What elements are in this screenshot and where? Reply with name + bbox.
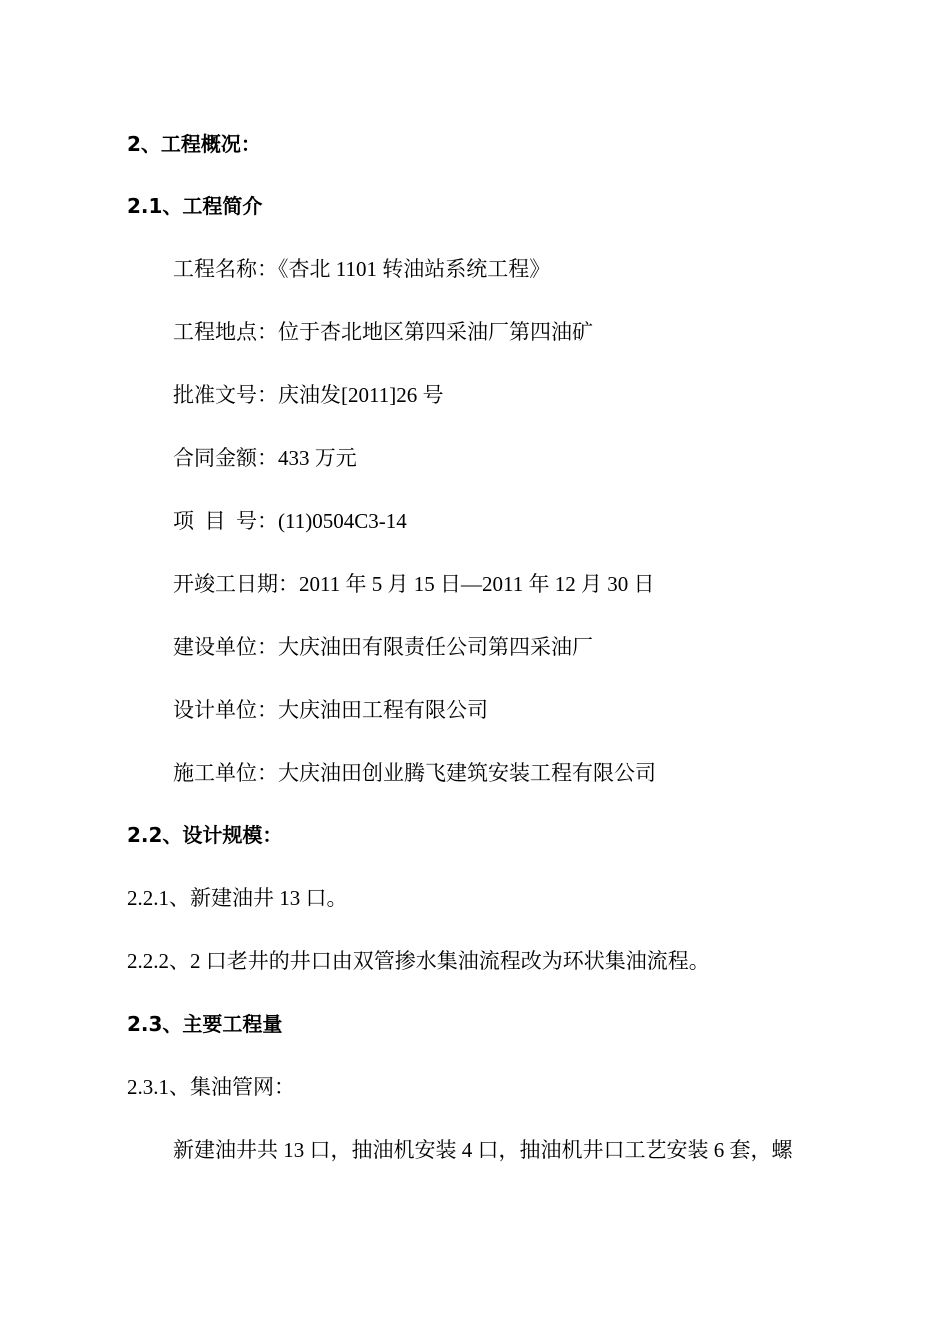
design-scale-item-2: 2.2.2、2 口老井的井口由双管掺水集油流程改为环状集油流程。: [127, 949, 710, 973]
construction-unit-line: 施工单位：大庆油田创业腾飞建筑安装工程有限公司: [173, 761, 656, 785]
quantities-paragraph: 新建油井共 13 口，抽油机安装 4 口，抽油机井口工艺安装 6 套，螺: [173, 1138, 793, 1162]
project-number-line: 项 目 号：(11)0504C3-14: [173, 509, 407, 533]
project-location-line: 工程地点：位于杏北地区第四采油厂第四油矿: [173, 320, 593, 344]
design-unit-line: 设计单位：大庆油田工程有限公司: [173, 698, 488, 722]
subsection-heading-design-scale: 2.2、设计规模：: [127, 823, 283, 847]
contract-amount-line: 合同金额：433 万元: [173, 446, 357, 470]
subsection-heading-quantities: 2.3、主要工程量: [127, 1012, 283, 1036]
design-scale-item-1: 2.2.1、新建油井 13 口。: [127, 886, 348, 910]
approval-number-line: 批准文号：庆油发[2011]26 号: [173, 383, 444, 407]
construction-dates-line: 开竣工日期：2011 年 5 月 15 日—2011 年 12 月 30 日: [173, 572, 655, 596]
section-heading-overview: 2、工程概况：: [127, 132, 261, 156]
subsection-heading-intro: 2.1、工程简介: [127, 194, 263, 218]
quantities-item-title: 2.3.1、集油管网：: [127, 1075, 295, 1099]
project-name-line: 工程名称：《杏北 1101 转油站系统工程》: [173, 257, 551, 281]
owner-unit-line: 建设单位：大庆油田有限责任公司第四采油厂: [173, 635, 593, 659]
